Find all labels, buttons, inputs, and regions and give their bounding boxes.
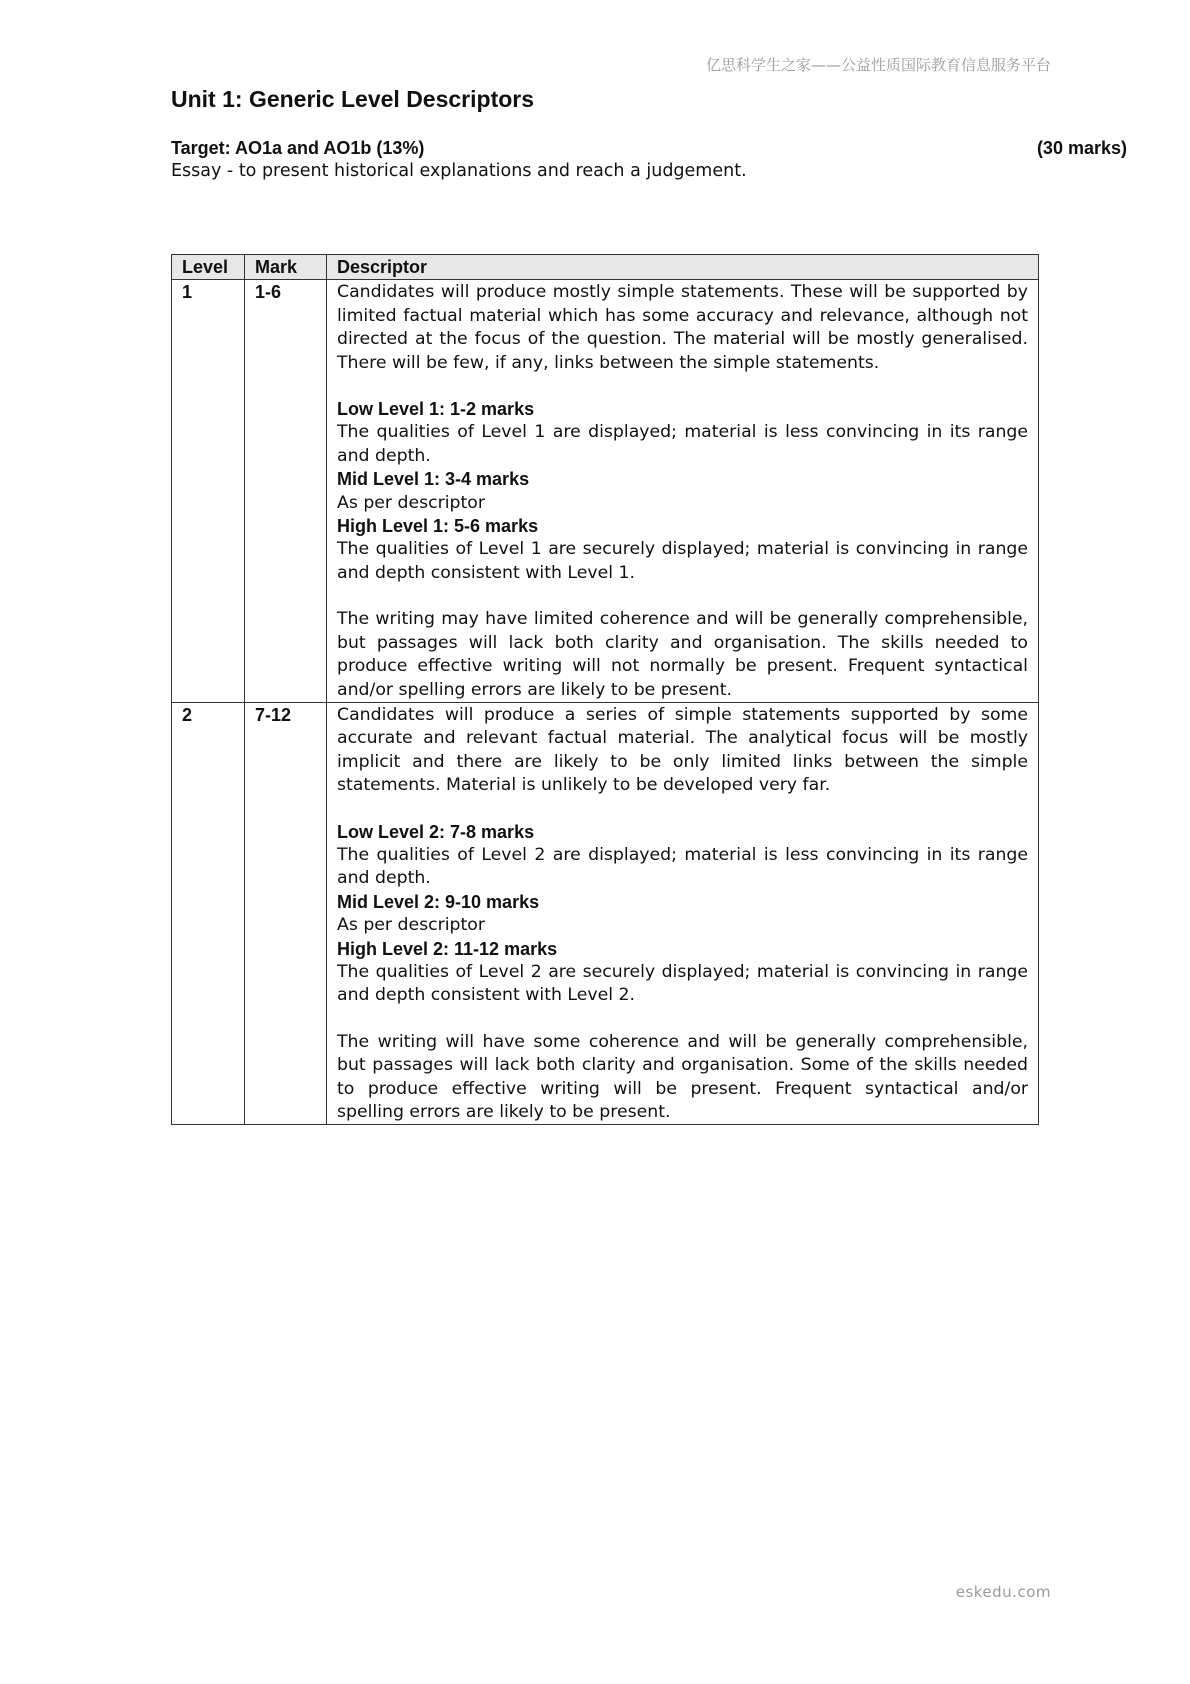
level-cell: 1 [172,280,245,703]
high-level-text: The qualities of Level 2 are securely displayed; material is convincing in range and depth consistent with Level 2. [337,961,1028,1006]
header-descriptor: Descriptor [327,255,1039,280]
descriptor-intro: Candidates will produce a series of simple statements supported by some accurate and relevant factual material. The analytical focus will be mostly implicit and there are likely to be only limited links between the simple statements. Material is unlikely to be developed very far. [337,704,1028,796]
table-header-row [172,255,1039,280]
mid-level-heading: Mid Level 2: 9-10 marks [337,891,540,912]
footer-watermark: eskedu.com [955,1583,1051,1601]
target-label: Target: AO1a and AO1b (13%) [171,138,425,158]
essay-description: Essay - to present historical explanations and reach a judgement. [171,161,747,181]
low-level-heading: Low Level 1: 1-2 marks [337,399,535,420]
low-level-text: The qualities of Level 1 are displayed; material is less convincing in its range and depth. [337,422,1028,466]
total-marks: (30 marks) [1036,138,1127,158]
target-row [171,138,1127,159]
mid-level-heading: Mid Level 1: 3-4 marks [337,469,530,490]
header-watermark: 亿思科学生之家——公益性质国际教育信息服务平台 [705,56,1051,74]
descriptor-intro: Candidates will produce mostly simple statements. These will be supported by limited factual material which has some accuracy and relevance, although not directed at the focus of the question. The material will be mostly generalised. There will be few, if any, links between the simple statements. [337,282,1028,373]
table-row-level-2 [172,702,1039,1125]
level-descriptor-table [171,254,1039,1125]
low-level-text: The qualities of Level 2 are displayed; material is less convincing in its range and depth. [337,844,1028,889]
descriptor-cell [327,280,1039,703]
low-level-heading: Low Level 2: 7-8 marks [337,821,535,842]
mid-level-text: As per descriptor [337,915,485,936]
table-row-level-1 [172,280,1039,703]
high-level-heading: High Level 1: 5-6 marks [337,516,539,537]
high-level-text: The qualities of Level 1 are securely displayed; material is convincing in range and depth consistent with Level 1. [337,539,1028,583]
mark-cell: 1-6 [245,280,327,703]
descriptor-cell [327,702,1039,1125]
writing-quality-text: The writing will have some coherence and will be generally comprehensible, but passages will lack both clarity and organisation. Some of the skills needed to produce effective writing will be present. Frequent syntactical and/or spelling errors are likely to be present. [337,1031,1028,1122]
level-cell: 2 [172,702,245,1125]
page-title: Unit 1: Generic Level Descriptors [171,86,535,112]
high-level-heading: High Level 2: 11-12 marks [337,938,558,959]
mid-level-text: As per descriptor [337,492,485,513]
header-level: Level [172,255,245,280]
writing-quality-text: The writing may have limited coherence and will be generally comprehensible, but passages will lack both clarity and organisation. The skills needed to produce effective writing will not normally be present. Frequent syntactical and/or spelling errors are likely to be present. [337,609,1028,700]
mark-cell: 7-12 [245,702,327,1125]
header-mark: Mark [245,255,327,280]
